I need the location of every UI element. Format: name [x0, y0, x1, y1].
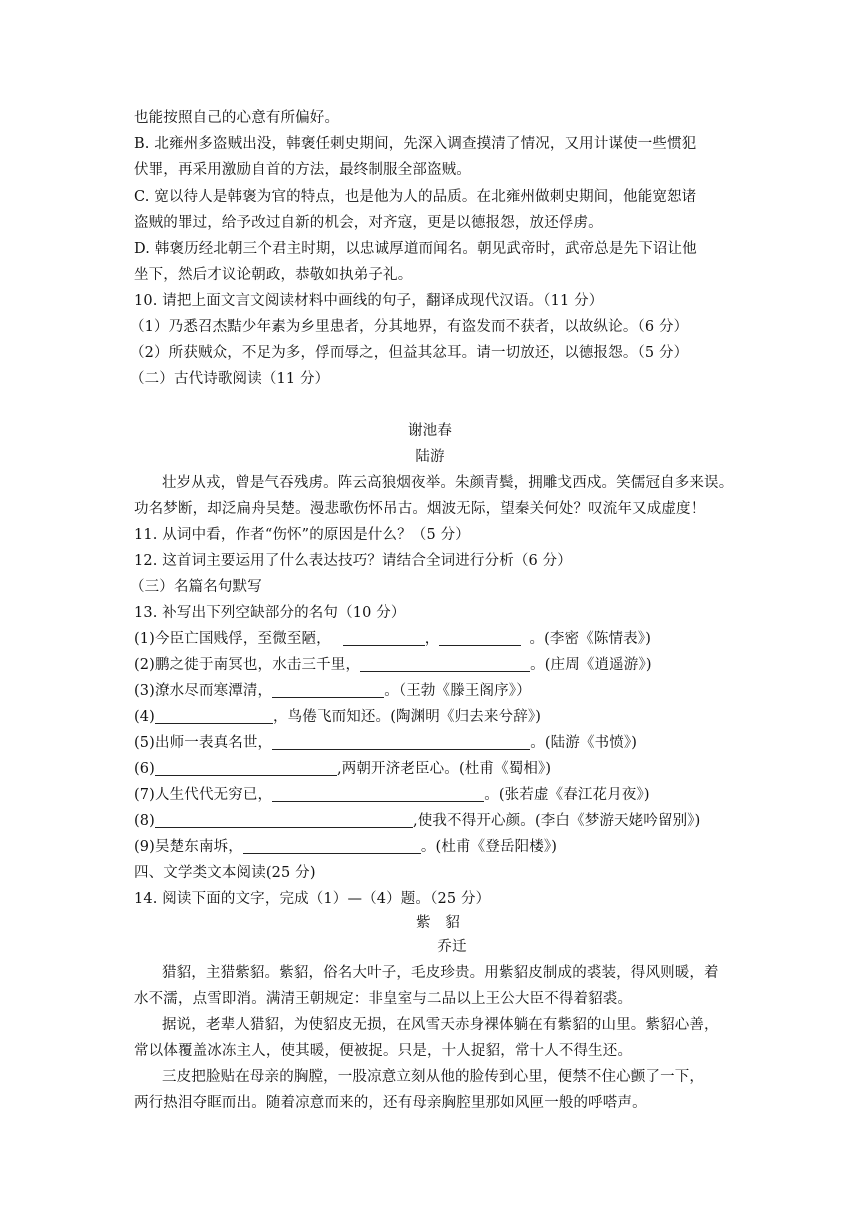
section-heading-literary: 四、文学类文本阅读(25 分): [134, 865, 316, 881]
answer-blank: [439, 630, 521, 646]
text-line: 坐下，然后才议论朝政，恭敬如执弟子礼。: [134, 267, 413, 283]
section-heading-poetry: （二）古代诗歌阅读（11 分）: [130, 371, 330, 387]
question-11: 11. 从词中看，作者“伤怀”的原因是什么？（5 分）: [134, 527, 470, 543]
question-10-part-2: （2）所获贼众，不足为多，俘而辱之，但益其忿耳。请一切放还，以德报怨。（5 分）: [130, 345, 689, 361]
poem-author: 陆游: [415, 449, 445, 465]
text-line: 伏罪，再采用激励自首的方法，最终制服全部盗贼。: [134, 162, 471, 178]
answer-blank: [155, 708, 273, 724]
story-paragraph-line: 猎貂，主猎紫貂。紫貂，俗名大叶子，毛皮珍贵。用紫貂皮制成的裘装，得风则暖，着: [162, 965, 719, 981]
story-paragraph-line: 三皮把脸贴在母亲的胸膛，一股凉意立刻从他的脸传到心里，便禁不住心颤了一下，: [162, 1069, 705, 1085]
poem-line: 功名梦断，却泛扁舟吴楚。漫悲歌伤怀吊古。烟波无际，望秦关何处？叹流年又成虚度！: [134, 501, 706, 517]
dictation-item-2: (2)鹏之徙于南冥也，水击三千里， 。(庄周《逍遥游》): [134, 657, 652, 673]
section-heading-dictation: （三）名篇名句默写: [130, 579, 262, 595]
dictation-item-4: (4) ，鸟倦飞而知还。(陶渊明《归去来兮辞》): [134, 709, 542, 725]
poem-title: 谢池春: [408, 423, 452, 439]
question-12: 12. 这首词主要运用了什么表达技巧？请结合全词进行分析（6 分）: [134, 553, 572, 569]
option-c: C. 宽以待人是韩褒为官的特点，也是他为人的品质。在北雍州做刺史期间，他能宽恕诸: [134, 189, 697, 205]
answer-blank: [272, 786, 484, 802]
story-author: 乔迁: [437, 939, 467, 955]
story-paragraph-line: 水不濡，点雪即消。满清王朝规定：非皇室与二品以上王公大臣不得着貂裘。: [134, 991, 633, 1007]
dictation-item-7: (7)人生代代无穷已， 。(张若虚《春江花月夜》): [134, 787, 650, 803]
text-line: 也能按照自己的心意有所偏好。: [134, 110, 340, 126]
question-10: 10. 请把上面文言文阅读材料中画线的句子，翻译成现代汉语。（11 分）: [134, 293, 604, 309]
story-paragraph-line: 两行热泪夺眶而出。随着凉意而来的，还有母亲胸腔里那如风匣一般的呼嗒声。: [134, 1095, 647, 1111]
story-paragraph-line: 据说，老辈人猎貂，为使貂皮无损，在风雪天赤身裸体躺在有紫貂的山里。紫貂心善，: [162, 1017, 719, 1033]
dictation-item-9: (9)吴楚东南坼， 。(杜甫《登岳阳楼》): [134, 839, 558, 855]
question-14: 14. 阅读下面的文字，完成（1）—（4）题。（25 分）: [134, 891, 491, 907]
text-line: 盗贼的罪过，给予改过自新的机会，对齐寇，更是以德报怨，放还俘虏。: [134, 215, 603, 231]
answer-blank: [360, 656, 530, 672]
dictation-item-1: (1)今臣亡国贱俘，至微至陋， ， 。(李密《陈情表》): [134, 631, 652, 647]
option-b: B. 北雍州多盗贼出没，韩褒任刺史期间，先深入调查摸清了情况，又用计谋使一些惯犯: [134, 136, 697, 152]
dictation-item-6: (6) ,两朝开济老臣心。(杜甫《蜀相》): [134, 761, 552, 777]
question-10-part-1: （1）乃悉召杰黠少年素为乡里患者，分其地界，有盗发而不获者，以故纵论。（6 分）: [130, 319, 689, 335]
option-d: D. 韩褒历经北朝三个君主时期，以忠诚厚道而闻名。朝见武帝时，武帝总是先下诏让他: [134, 241, 697, 257]
poem-line: 壮岁从戎，曾是气吞残虏。阵云高狼烟夜举。朱颜青鬓，拥雕戈西戍。笑儒冠自多来误。: [162, 475, 734, 491]
dictation-item-8: (8) ,使我不得开心颜。(李白《梦游天姥吟留别》): [134, 813, 701, 829]
answer-blank: [343, 630, 425, 646]
answer-blank: [155, 812, 413, 828]
answer-blank: [243, 838, 421, 854]
story-title: 紫 貂: [416, 915, 460, 931]
dictation-item-5: (5)出师一表真名世， 。(陆游《书愤》): [134, 735, 638, 751]
answer-blank: [272, 682, 384, 698]
dictation-item-3: (3)潦水尽而寒潭清， 。（王勃《滕王阁序》）: [134, 683, 531, 699]
answer-blank: [155, 760, 337, 776]
story-paragraph-line: 常以体覆盖冰冻主人，使其暖，便被捉。只是，十人捉貂，常十人不得生还。: [134, 1043, 633, 1059]
question-13: 13. 补写出下列空缺部分的名句（10 分）: [134, 605, 406, 621]
answer-blank: [272, 734, 530, 750]
